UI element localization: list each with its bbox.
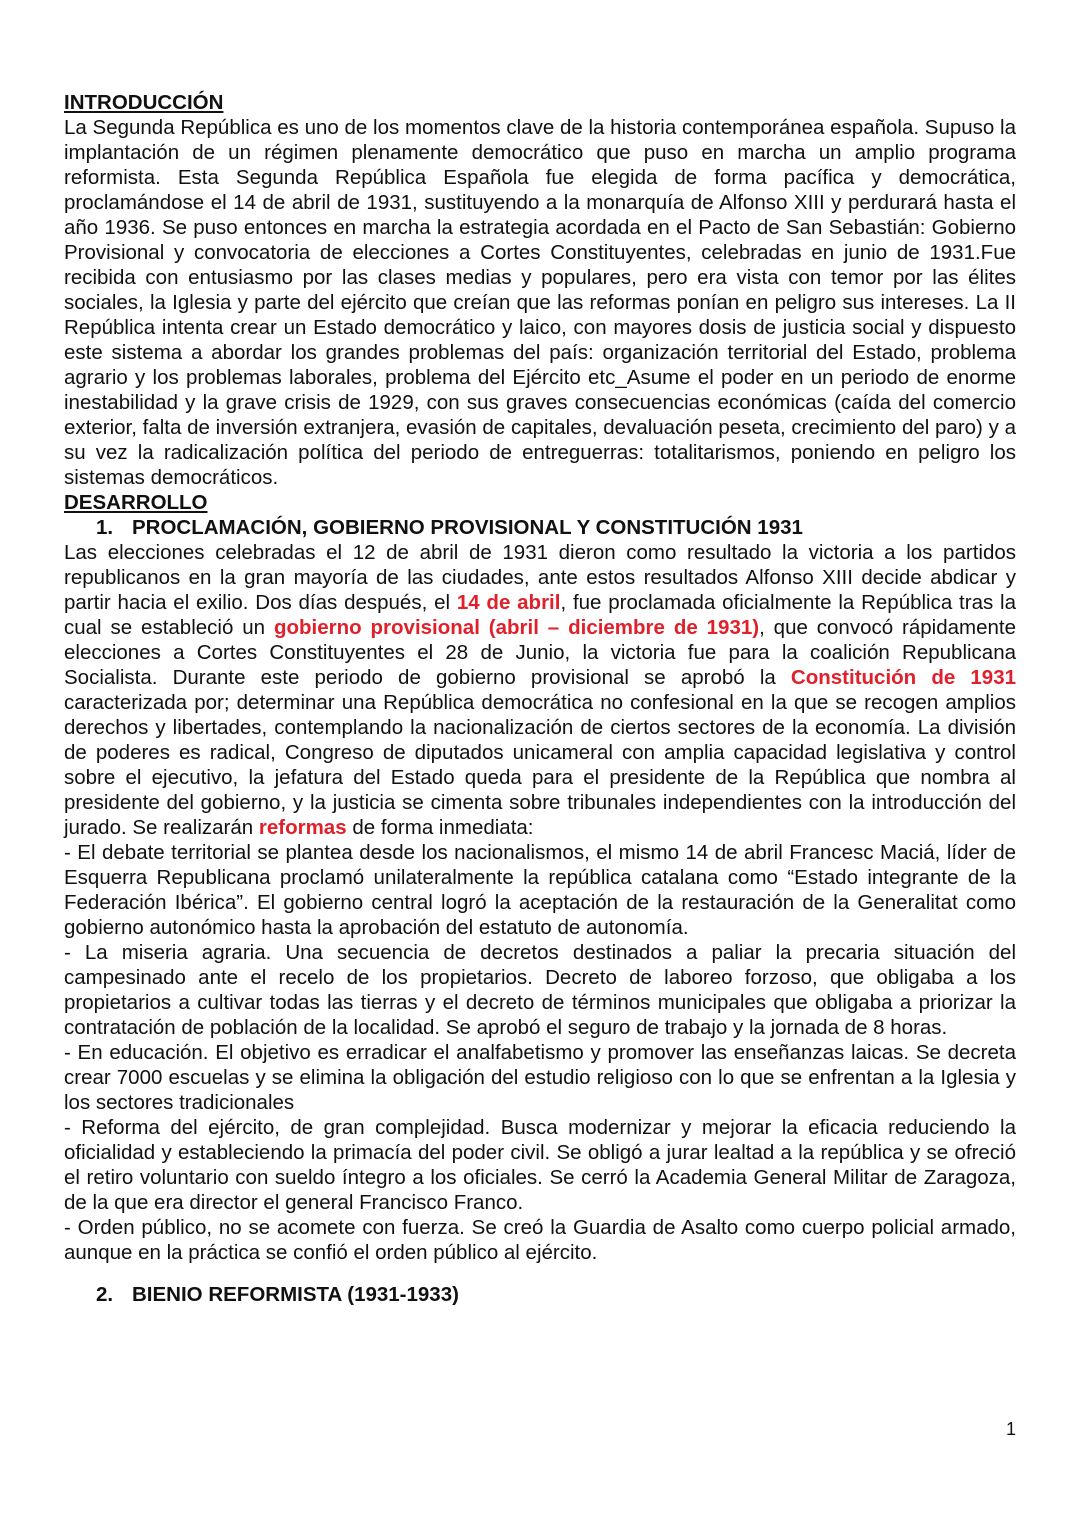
- section-1-text-e: de forma inmediata:: [346, 816, 534, 839]
- highlight-provisional-government: gobierno provisional (abril – diciembre de 1931): [273, 616, 760, 639]
- section-1-text-c: , que convocó rápidamente elecciones a Cortes Constituyentes el 28 de Junio, la victoria fue para la coalición Republicana Socialista. Durante este periodo de gobierno provisional se aprobó la: [64, 616, 1016, 689]
- intro-heading: INTRODUCCIÓN: [64, 91, 224, 114]
- bullet-educacion: - En educación. El objetivo es erradicar el analfabetismo y promover las enseñanzas laicas. Se decreta crear 7000 escuelas y se elimina la obligación del estudio religioso con lo que se enfrentan a la Iglesia y los sectores tradicionales: [64, 1041, 1016, 1114]
- section-1-heading: [64, 515, 1016, 540]
- bullet-orden-publico: - Orden público, no se acomete con fuerza. Se creó la Guardia de Asalto como cuerpo policial armado, aunque en la práctica se confió el orden público al ejército.: [64, 1216, 1016, 1264]
- section-2-title: BIENIO REFORMISTA (1931-1933): [132, 1283, 459, 1306]
- bullet-territorial: - El debate territorial se plantea desde los nacionalismos, el mismo 14 de abril Francesc Maciá, líder de Esquerra Republicana proclamó unilateralmente la república catalana como “Estado integrante de la Federación Ibérica”. El gobierno central logró la aceptación de la restauración de la Generalitat como gobierno autonómico hasta la aprobación del estatuto de autonomía.: [64, 841, 1016, 939]
- section-1-title: PROCLAMACIÓN, GOBIERNO PROVISIONAL Y CONSTITUCIÓN 1931: [132, 516, 803, 539]
- section-1-paragraph: [64, 540, 1016, 840]
- highlight-reformas: reformas: [258, 816, 347, 839]
- bullet-ejercito: - Reforma del ejército, de gran complejidad. Busca modernizar y mejorar la eficacia reduciendo la oficialidad y estableciendo la primacía del poder civil. Se obligó a jurar lealtad a la república y se ofreció el retiro voluntario con sueldo íntegro a los oficiales. Se cerró la Academia General Militar de Zaragoza, de la que era director el general Francisco Franco.: [64, 1116, 1016, 1214]
- highlight-constitution: Constitución de 1931: [790, 666, 1016, 689]
- bullet-agraria: - La miseria agraria. Una secuencia de decretos destinados a paliar la precaria situación del campesinado ante el recelo de los propietarios. Decreto de laboreo forzoso, que obligaba a los propietarios a cultivar todas las tierras y el decreto de términos municipales que obligaba a priorizar la contratación de población de la localidad. Se aprobó el seguro de trabajo y la jornada de 8 horas.: [64, 941, 1016, 1039]
- section-1-text-b: , fue proclamada oficialmente la República tras la cual se estableció un: [64, 591, 1016, 639]
- section-2-number: 2.: [96, 1283, 114, 1306]
- section-1-text-a: Las elecciones celebradas el 12 de abril de 1931 dieron como resultado la victoria a los partidos republicanos en la gran mayoría de las ciudades, ante estos resultados Alfonso XIII decide abdicar y partir hacia el exilio. Dos días después, el: [64, 541, 1016, 614]
- section-1-number: 1.: [96, 516, 114, 539]
- spacer: [64, 1265, 1016, 1282]
- section-2-heading: [64, 1282, 1016, 1307]
- page-number: 1: [1005, 1419, 1016, 1439]
- highlight-date: 14 de abril: [456, 591, 561, 614]
- intro-paragraph: La Segunda República es uno de los momentos clave de la historia contemporánea española. Supuso la implantación de un régimen plenamente democrático que puso en marcha un amplio programa reformista. Esta Segunda República Española fue elegida de forma pacífica y democrática, proclamándose el 14 de abril de 1931, sustituyendo a la monarquía de Alfonso XIII y perdurará hasta el año 1936. Se puso entonces en marcha la estrategia acordada en el Pacto de San Sebastián: Gobierno Provisional y convocatoria de elecciones a Cortes Constituyentes, celebradas en junio de 1931.Fue recibida con entusiasmo por las clases medias y populares, pero era vista con temor por las élites sociales, la Iglesia y parte del ejército que creían que las reformas ponían en peligro sus intereses. La II República intenta crear un Estado democrático y laico, con mayores dosis de justicia social y dispuesto este sistema a abordar los grandes problemas del país: organización territorial del Estado, problema agrario y los problemas laborales, problema del Ejército etc_Asume el poder en un periodo de enorme inestabilidad y la grave crisis de 1929, con sus graves consecuencias económicas (caída del comercio exterior, falta de inversión extranjera, evasión de capitales, devaluación peseta, crecimiento del paro) y a su vez la radicalización política del periodo de entreguerras: totalitarismos, poniendo en peligro los sistemas democráticos.: [64, 116, 1016, 489]
- document-page: [64, 90, 1016, 1307]
- desarrollo-heading: DESARROLLO: [64, 491, 208, 514]
- section-1-text-d: caracterizada por; determinar una República democrática no confesional en la que se recogen amplios derechos y libertades, contemplando la nacionalización de ciertos sectores de la economía. La división de poderes es radical, Congreso de diputados unicameral con amplia capacidad legislativa y control sobre el ejecutivo, la jefatura del Estado queda para el presidente de la República que nombra al presidente del gobierno, y la justicia se cimenta sobre tribunales independientes con la introducción del jurado. Se realizarán: [64, 691, 1016, 839]
